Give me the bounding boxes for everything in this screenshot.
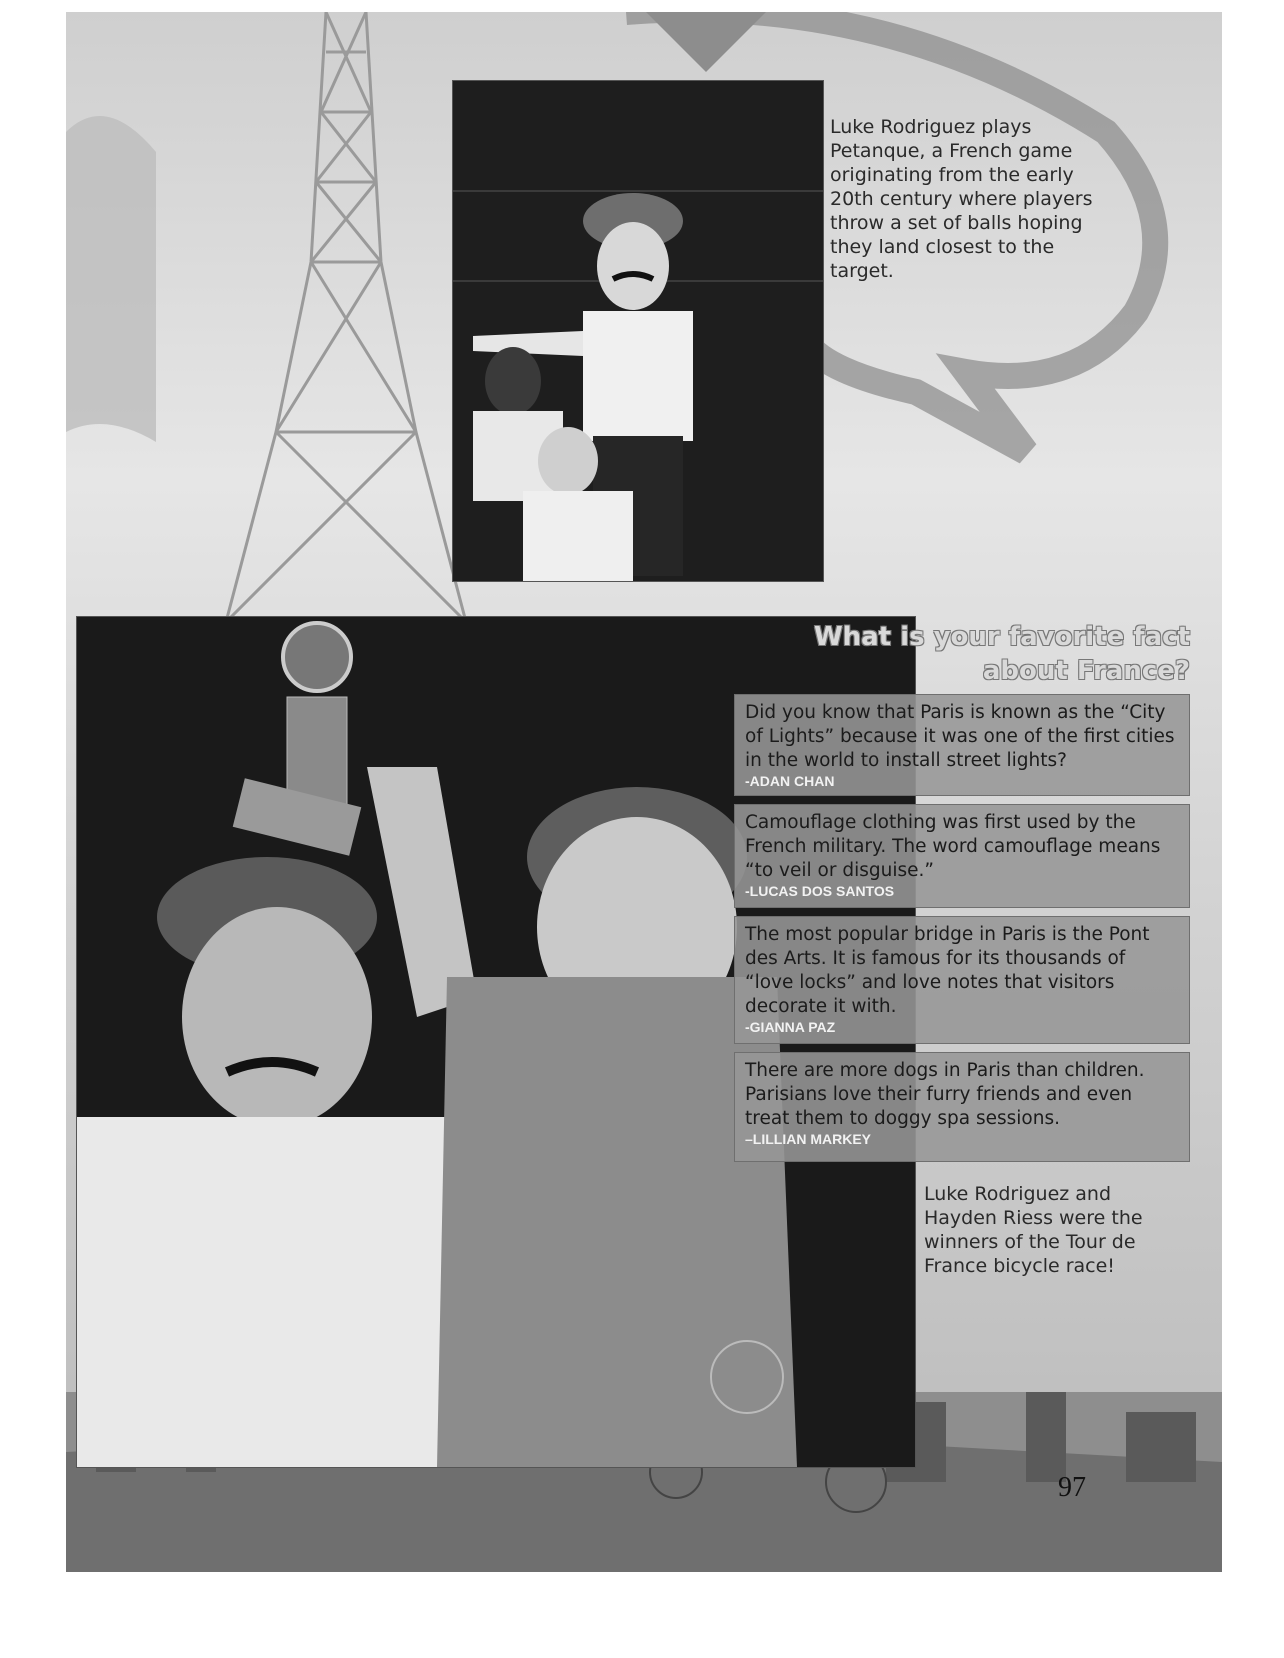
facts-heading (760, 620, 1190, 688)
petanque-photo (452, 80, 824, 582)
fact-text: Camouflage clothing was first used by the French military. The word camouflage means “to veil or disguise.” (745, 812, 1161, 881)
fact-author: –LILLIAN MARKEY (745, 1131, 871, 1147)
fact-text: There are more dogs in Paris than children. Parisians love their furry friends and even treat them to doggy spa sessions. (745, 1060, 1145, 1129)
fact-text: Did you know that Paris is known as the “City of Lights” because it was one of the first cities in the world to install street lights? (745, 702, 1175, 771)
fact-box (734, 1052, 1190, 1162)
fact-box (734, 804, 1190, 908)
fact-author: -ADAN CHAN (745, 773, 835, 789)
top-photo-caption: Luke Rodriguez plays Petanque, a French game originating from the early 20th century where players throw a set of balls hoping they land closest to the target. (830, 116, 1093, 282)
fact-author: -LUCAS DOS SANTOS (745, 883, 895, 899)
fact-box (734, 694, 1190, 796)
fact-text: The most popular bridge in Paris is the Pont des Arts. It is famous for its thousands of “love locks” and love notes that visitors decorate it with. (745, 924, 1150, 1017)
facts-heading-line2: about France? (982, 656, 1190, 686)
bottom-photo-caption: Luke Rodriguez and Hayden Riess were the winners of the Tour de France bicycle race! (924, 1183, 1143, 1277)
fact-box (734, 916, 1190, 1044)
fact-author: -GIANNA PAZ (745, 1019, 836, 1035)
page-number: 97 (1058, 1472, 1086, 1503)
facts-heading-line1: What is your favorite fact (813, 622, 1190, 652)
